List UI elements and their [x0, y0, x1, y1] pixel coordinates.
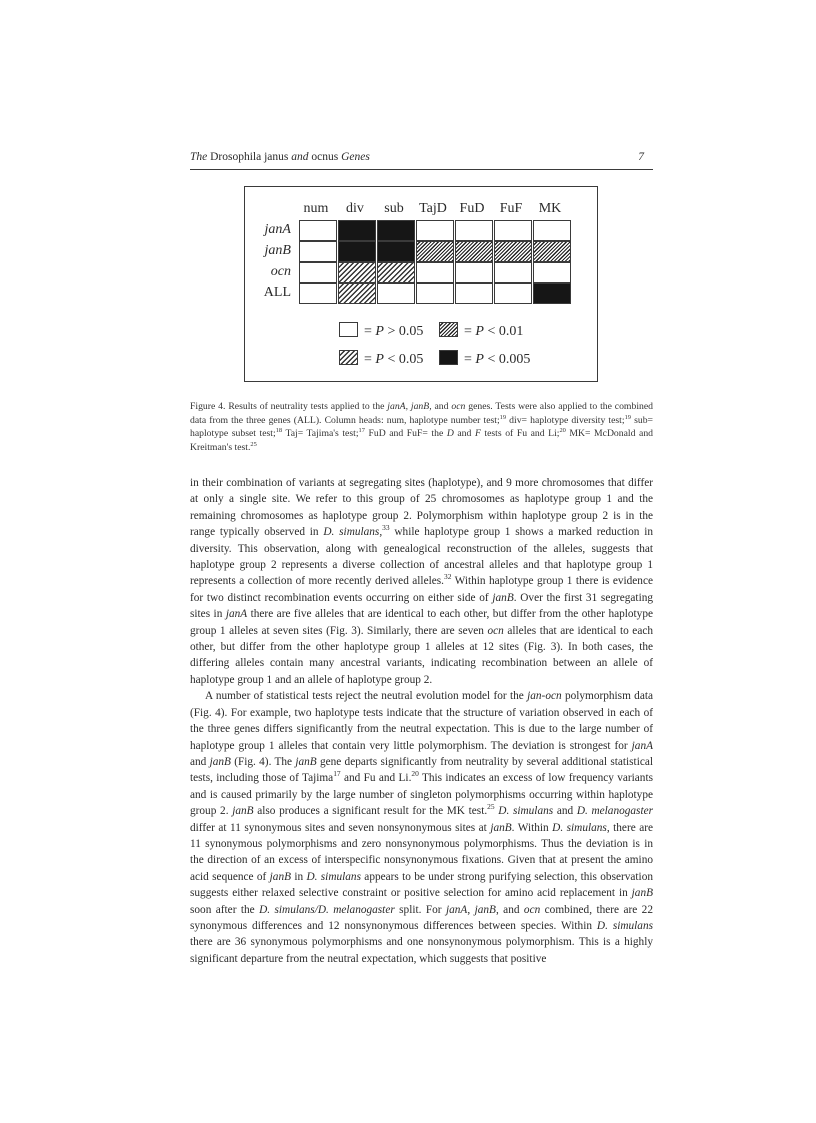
cell-ocn-fuf — [494, 262, 532, 283]
cell-jana-fud — [455, 220, 493, 241]
cell-all-tajd — [416, 283, 454, 304]
row-head-janb: janB — [264, 243, 291, 258]
cell-all-fud — [455, 283, 493, 304]
cell-janb-num — [299, 241, 337, 262]
running-title: The Drosophila janus and ocnus Genes — [190, 151, 370, 163]
row-head-all: ALL — [263, 285, 291, 300]
cell-all-div — [338, 283, 376, 304]
cell-jana-tajd — [416, 220, 454, 241]
header-rule — [190, 169, 653, 170]
cell-janb-mk — [533, 241, 571, 262]
paragraph-1: in their combination of variants at segregating sites (haplotype), and 9 more chromosomes that differ at only a single site. We refer to this group of 25 chromosomes as haplotype group 1 and the remaining chromosomes as haplotype group 2. Polymorphism within haplotype group 2 is in the range typically observed in D. simulans,$^{33}$ while haplotype group 1 shows a marked reduction in diversity. This observation, along with genealogical reconstruction of the alleles, suggests that haplotype group 2 represents a diverse collection of ancestral alleles and that haplotype group 1 represents a collection of more recently derived alleles.$^{32}$ Within haplotype group 1 there is evidence for two distinct recombination events occurring on either side of janB. Over the first 31 segregating sites in janA there are five alleles that are identical to each other, but differ from the other haplotype group 1 alleles at seven sites (Fig. 3). Similarly, there are seven ocn alleles that are identical to each other, but differ from the other haplotype group 1 alleles at 12 sites (Fig. 3). In both cases, the differing alleles contain many ancestral variants, indicating recombination between an allele of haplotype group 1 and an allele of haplotype group 2. — [190, 477, 654, 686]
page-number: 7 — [638, 151, 644, 163]
cell-janb-tajd — [416, 241, 454, 262]
running-head — [190, 151, 650, 163]
cell-jana-fuf — [494, 220, 532, 241]
cell-ocn-div — [338, 262, 376, 283]
cell-ocn-tajd — [416, 262, 454, 283]
cell-ocn-num — [299, 262, 337, 283]
legend-swatch-black — [439, 350, 458, 365]
legend-swatch-hatch — [339, 350, 358, 365]
cell-all-sub — [377, 283, 415, 304]
figure-4 — [244, 186, 598, 382]
row-head-jana: janA — [264, 222, 291, 237]
cell-all-mk — [533, 283, 571, 304]
figure-caption: Figure 4. Results of neutrality tests applied to the janA, janB, and ocn genes. Tests were also applied to the combined data from the three genes (ALL). Column heads: num, haplotype number test;$^{19}$ div= haplotype diversity test;$^{19}$ sub= haplotype subset test;$^{18}$ Taj= Tajima's test;$^{17}$ FuD and FuF= the D and F tests of Fu and Li;$^{20}$ MK= McDonald and Kreitman's test.$^{25}$ — [190, 401, 654, 453]
column-head-mk: MK — [538, 201, 562, 216]
cell-all-fuf — [494, 283, 532, 304]
cell-janb-fud — [455, 241, 493, 262]
cell-jana-num — [299, 220, 337, 241]
paragraph-2: A number of statistical tests reject the neutral evolution model for the jan-ocn polymorphism data (Fig. 4). For example, two haplotype tests indicate that the structure of variation observed in each of the three genes differs significantly from the neutral expectation. This is due to the large number of haplotype group 1 alleles that contain very little polymorphism. The deviation is strongest for janA and janB (Fig. 4). The janB gene departs significantly from neutrality by several additional statistical tests, including those of Tajima$^{17}$ and Fu and Li.$^{20}$ This indicates an excess of low frequency variants and is caused primarily by the large number of singleton polymorphisms occurring within haplotype group 2. janB also produces a significant result for the MK test.$^{25}$ D. simulans and D. melanogaster differ at 11 synonymous sites and seven nonsynonymous sites at janB. Within D. simulans, there are 11 synonymous polymorphisms and zero nonsynonymous polymorphisms. Thus the deviation is in the direction of an excess of interspecific nonsynonymous fixations. Given that at present the amino acid sequence of janB in D. simulans appears to be under strong purifying selection, this observation suggests either relaxed selective constraint or positive selection for amino acid replacement in janB soon after the D. simulans/D. melanogaster split. For janA, janB, and ocn combined, there are 22 synonymous differences and 12 nonsynonymous differences between species. Within D. simulans there are 36 synonymous polymorphisms and one nonsynonymous polymorphism. This is a highly significant departure from the neutral expectation, which suggests that positive — [190, 690, 654, 965]
row-head-ocn: ocn — [270, 264, 291, 279]
cell-janb-sub — [377, 241, 415, 262]
cell-all-num — [299, 283, 337, 304]
legend-item-p-gt-005: = P > 0.05 — [339, 322, 423, 340]
cell-jana-div — [338, 220, 376, 241]
cell-jana-mk — [533, 220, 571, 241]
cell-ocn-sub — [377, 262, 415, 283]
legend-item-p-lt-005: = P < 0.05 — [339, 350, 423, 368]
column-head-tajd: TajD — [419, 201, 447, 216]
column-head-fud: FuD — [459, 201, 485, 216]
column-head-num: num — [303, 201, 329, 216]
column-head-div: div — [346, 201, 364, 216]
legend-swatch-dense-hatch — [439, 322, 458, 337]
column-head-sub: sub — [384, 201, 404, 216]
column-head-fuf: FuF — [499, 201, 523, 216]
body-text — [190, 475, 653, 967]
cell-janb-fuf — [494, 241, 532, 262]
legend-swatch-white — [339, 322, 358, 337]
cell-ocn-fud — [455, 262, 493, 283]
legend-item-p-lt-0005: = P < 0.005 — [439, 350, 530, 368]
cell-ocn-mk — [533, 262, 571, 283]
cell-jana-sub — [377, 220, 415, 241]
cell-janb-div — [338, 241, 376, 262]
legend-item-p-lt-001: = P < 0.01 — [439, 322, 523, 340]
